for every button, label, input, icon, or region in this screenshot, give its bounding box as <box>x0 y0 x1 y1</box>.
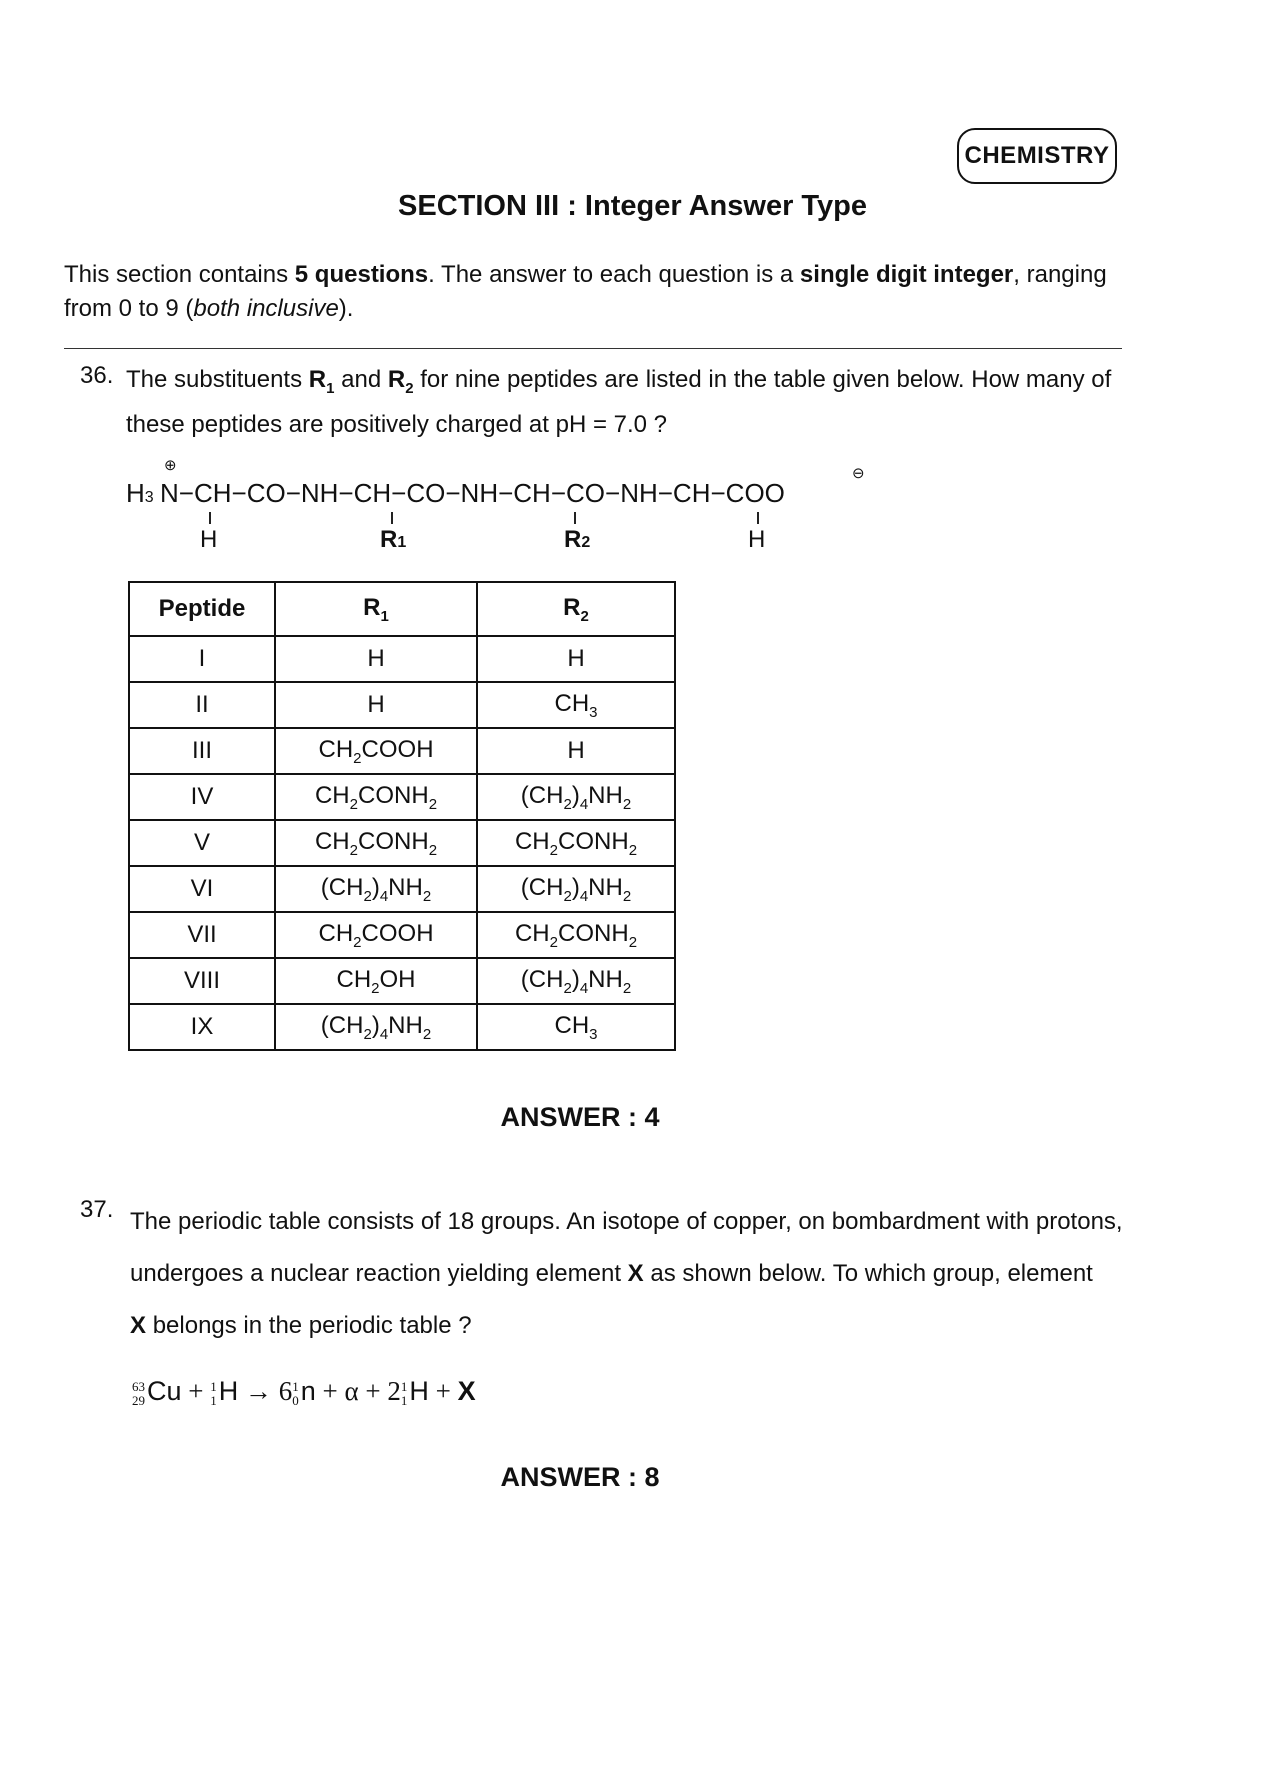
peptide-cell: VIII <box>129 958 275 1004</box>
peptide-cell: IX <box>129 1004 275 1050</box>
cu-symbol: Cu <box>147 1376 182 1406</box>
r2-cell: $CH_2CONH_2$ <box>477 820 675 866</box>
q37-text-part: belongs in the periodic table ? <box>152 1312 472 1339</box>
substituent-h: H <box>748 526 766 553</box>
peptide-table <box>128 581 676 1051</box>
element-x: X <box>627 1260 644 1287</box>
h-symbol: H <box>218 1376 239 1406</box>
r1-cell: $(CH_2)_4NH_2$ <box>275 1004 477 1050</box>
table-row <box>129 774 675 820</box>
question-number: 36. <box>80 362 114 389</box>
n-isotope-numbers: 1 0 <box>292 1378 299 1408</box>
arrow: → 6 <box>238 1376 293 1406</box>
r2-cell: $(CH_2)_4NH_2$ <box>477 866 675 912</box>
question-text <box>126 362 1136 443</box>
intro-text: . The answer to each question is a <box>428 261 794 288</box>
intro-italic: both inclusive <box>193 295 339 322</box>
bond-line <box>574 512 576 524</box>
minus-charge: ⊖ <box>852 465 865 482</box>
substituent-h: H <box>200 526 218 553</box>
bond-line <box>209 512 211 524</box>
q36-text-part: The substituents <box>126 366 303 393</box>
element-x: X <box>130 1312 147 1339</box>
question-text <box>130 1196 1140 1352</box>
peptide-cell: III <box>129 728 275 774</box>
divider <box>64 348 1122 349</box>
h-isotope-numbers: 1 1 <box>210 1378 217 1408</box>
r1-cell: $CH_2CONH_2$ <box>275 820 477 866</box>
r2-cell: $CH_3$ <box>477 682 675 728</box>
h-symbol: H <box>409 1376 429 1406</box>
q36-text-part: for nine peptides are listed in the table given below. How many of these peptides are positively charged at pH = 7.0 ? <box>126 366 1112 438</box>
bond-line <box>757 512 759 524</box>
table-header-row <box>129 582 675 636</box>
x-symbol: X <box>457 1376 476 1406</box>
table-row <box>129 728 675 774</box>
q37-text-part: The periodic table consists of 18 groups. An isotope of copper, on bombardment with protons, undergoes a nuclear reaction yielding element <box>130 1208 1123 1287</box>
cu-isotope-numbers: 63 29 <box>132 1378 145 1408</box>
intro-bold-integer: single digit integer <box>799 261 1014 288</box>
r2-symbol: R <box>387 366 406 393</box>
table-row <box>129 912 675 958</box>
bond-line <box>391 512 393 524</box>
answer-36: ANSWER : 4 <box>500 1102 660 1132</box>
plus-charge: ⊕ <box>164 457 177 474</box>
intro-text: ). <box>338 295 354 322</box>
peptide-structure <box>126 457 886 560</box>
substituent-r1: R1 <box>380 526 407 553</box>
r1-cell: H <box>275 682 477 728</box>
table-row <box>129 866 675 912</box>
r1-cell: $CH_2COOH$ <box>275 912 477 958</box>
r1-cell: $CH_2COOH$ <box>275 728 477 774</box>
peptide-cell: VI <box>129 866 275 912</box>
header-r2: $R_2$ <box>477 582 675 636</box>
peptide-chain: N−CH−CO−NH−CH−CO−NH−CH−CO−NH−CH−COO <box>160 478 785 508</box>
intro-text: , ranging from 0 to 9 ( <box>64 261 1107 322</box>
substituent-r2: R2 <box>564 526 591 553</box>
intro-bold-questions: 5 questions <box>294 261 429 288</box>
header-r1: $R_1$ <box>275 582 477 636</box>
r1-cell: $CH_2CONH_2$ <box>275 774 477 820</box>
header-peptide: Peptide <box>129 582 275 636</box>
question-number: 37. <box>80 1196 114 1223</box>
alpha-term: + α + 2 <box>315 1376 401 1406</box>
h2-isotope-numbers: 1 1 <box>400 1378 408 1408</box>
q36-text-part: and <box>341 366 382 393</box>
r1-index: 1 <box>326 379 335 397</box>
r2-cell: $(CH_2)_4NH_2$ <box>477 774 675 820</box>
r2-index: 2 <box>405 379 414 397</box>
n-symbol: n <box>300 1376 316 1406</box>
peptide-cell: IV <box>129 774 275 820</box>
r2-cell: $CH_2CONH_2$ <box>477 912 675 958</box>
q37-text-part: as shown below. To which group, element <box>650 1260 1093 1287</box>
nuclear-equation <box>132 1376 476 1408</box>
table-row <box>129 682 675 728</box>
plus: + <box>181 1376 211 1406</box>
r1-cell: $CH_2OH$ <box>275 958 477 1004</box>
table-row <box>129 958 675 1004</box>
table-row <box>129 1004 675 1050</box>
r1-cell: $(CH_2)_4NH_2$ <box>275 866 477 912</box>
peptide-cell: VII <box>129 912 275 958</box>
r1-symbol: R <box>308 366 327 393</box>
subject-badge: CHEMISTRY <box>957 128 1117 184</box>
peptide-cell: II <box>129 682 275 728</box>
section-title: SECTION III : Integer Answer Type <box>398 190 867 222</box>
section-intro <box>64 258 1134 326</box>
peptide-cell: V <box>129 820 275 866</box>
plus: + <box>428 1376 458 1406</box>
intro-text: This section contains <box>64 261 289 288</box>
r1-cell: H <box>275 636 477 682</box>
peptide-cell: I <box>129 636 275 682</box>
r2-cell: $(CH_2)_4NH_2$ <box>477 958 675 1004</box>
h3-group: H3 <box>126 478 154 508</box>
r2-cell: H <box>477 636 675 682</box>
r2-cell: $CH_3$ <box>477 1004 675 1050</box>
table-row <box>129 636 675 682</box>
r2-cell: H <box>477 728 675 774</box>
table-row <box>129 820 675 866</box>
answer-37: ANSWER : 8 <box>500 1462 660 1492</box>
